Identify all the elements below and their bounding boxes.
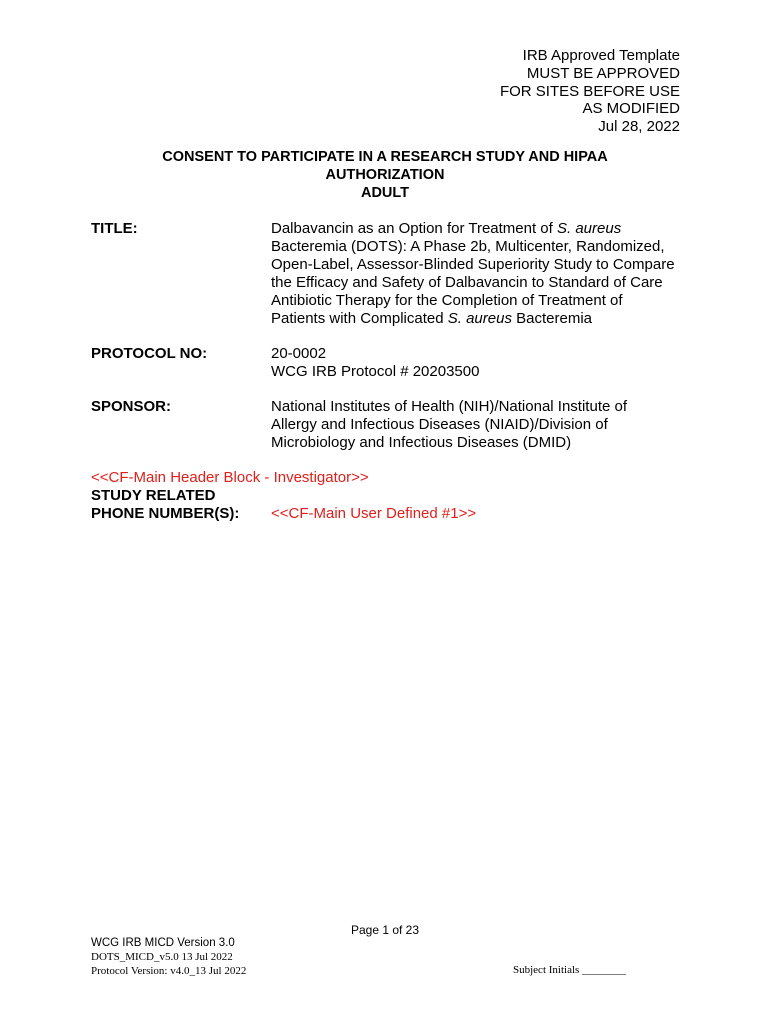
title-line: Dalbavancin as an Option for Treatment of S. aureus — [271, 220, 622, 237]
phone-row — [91, 487, 681, 523]
sponsor-value — [271, 398, 681, 452]
footer-document-info — [91, 951, 246, 978]
phone-label-line1: STUDY RELATED — [91, 487, 216, 504]
title-line: Open-Label, Assessor-Blinded Superiority Study to Compare — [271, 256, 675, 273]
heading-line: ADULT — [360, 185, 410, 201]
protocol-number: 20-0002 — [271, 345, 327, 362]
phone-label-line2: PHONE NUMBER(S): — [91, 505, 240, 522]
sponsor-label: SPONSOR: — [91, 398, 172, 415]
stamp-line: FOR SITES BEFORE USE — [499, 82, 680, 100]
heading-line: CONSENT TO PARTICIPATE IN A RESEARCH STUDY AND HIPAA — [162, 149, 608, 165]
irb-protocol-number: WCG IRB Protocol # 20203500 — [271, 363, 480, 380]
footer-doc-version: DOTS_MICD_v5.0 13 Jul 2022 — [91, 951, 233, 963]
footer-protocol-version: Protocol Version: v4.0_13 Jul 2022 — [91, 964, 247, 977]
irb-approval-stamp — [380, 47, 680, 136]
sponsor-line: National Institutes of Health (NIH)/National Institute of — [271, 398, 628, 415]
title-line: Bacteremia (DOTS): A Phase 2b, Multicenter, Randomized, — [271, 238, 665, 255]
title-line: the Efficacy and Safety of Dalbavancin to Standard of Care — [271, 274, 663, 291]
stamp-line: IRB Approved Template — [522, 47, 680, 64]
title-line: Patients with Complicated S. aureus Bacteremia — [271, 310, 593, 327]
page-number: Page 1 of 23 — [350, 923, 420, 937]
footer-version: WCG IRB MICD Version 3.0 — [91, 937, 235, 949]
sponsor-line: Microbiology and Infectious Diseases (DMID) — [271, 434, 572, 451]
protocol-value — [271, 345, 681, 381]
title-value — [271, 220, 681, 328]
sponsor-line: Allergy and Infectious Diseases (NIAID)/Division of — [271, 416, 608, 433]
document-heading — [0, 148, 770, 202]
protocol-label: PROTOCOL NO: — [91, 345, 208, 362]
investigator-placeholder: <<CF-Main Header Block - Investigator>> — [91, 469, 369, 486]
heading-line: AUTHORIZATION — [325, 167, 445, 183]
title-line: Antibiotic Therapy for the Completion of Treatment of — [271, 292, 623, 309]
stamp-date: Jul 28, 2022 — [598, 118, 680, 136]
subject-initials-field: Subject Initials ________ — [513, 964, 627, 976]
phone-value-placeholder: <<CF-Main User Defined #1>> — [271, 505, 477, 522]
stamp-line: MUST BE APPROVED — [526, 64, 680, 82]
stamp-line: AS MODIFIED — [582, 100, 680, 118]
title-label: TITLE: — [91, 220, 138, 237]
